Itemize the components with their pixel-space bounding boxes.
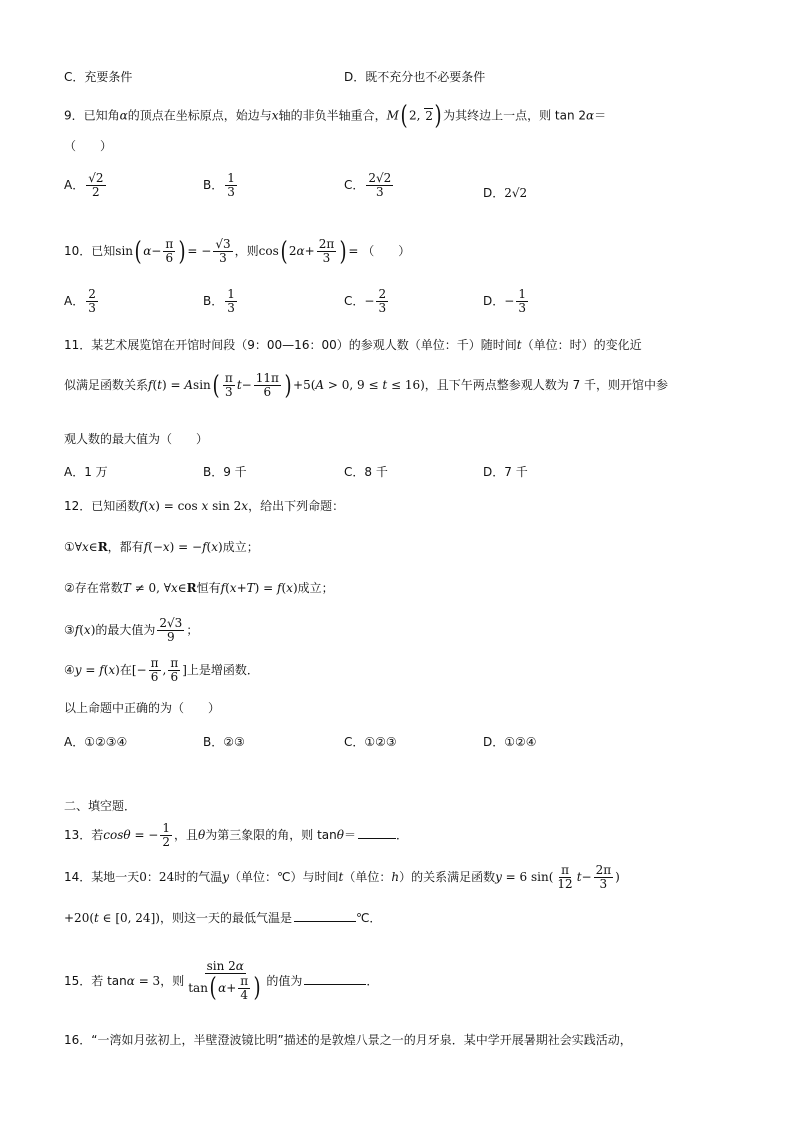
question-9-stem: 9．已知角α的顶点在坐标原点，始边与x轴的非负半轴重合，M( 2, 2) 为其终边上一点，则 tan 2α＝ [64,101,607,131]
q11-option-c: C．8 千 [344,465,388,479]
question-11-line2: 似满足函数关系f(t) = Asin( $\frac{\pi}{3}$ t− $\frac{11\pi}{6}$ ) +5(A > 0, 9 ≤ t ≤ 16)，且下午两点整参观人数为 7 千，则开馆中参 [64,370,669,401]
q12-proposition-4: ④y = f(x)在[− $\frac{\pi}{6}$ , $\frac{\pi}{6}$ ]上是增函数． [64,656,259,685]
section-heading: 二、填空题． [64,799,137,813]
q10-option-a: A． $\frac{2}{3}$ [64,287,96,316]
q8-option-c: C．充要条件 [64,70,133,84]
q12-proposition-1: ①∀x∈R，都有f(−x) = −f(x)成立； [64,540,259,554]
q11-option-d: D．7 千 [483,465,528,479]
q10-option-c: C．− $\frac{2}{3}$ [344,287,387,316]
q12-proposition-3: ③f(x)的最大值为 $\frac{2√3}{9}$ ； [64,616,199,645]
q9-option-d: D．2√2 [483,186,528,200]
q8-option-d: D．既不充分也不必要条件 [344,70,486,84]
question-15: 15．若 tanα = 3，则 sin 2α tan( α+ $\frac{\pi}{4}$ ) 的值为 ． [64,959,379,1004]
question-14-line1: 14．某地一天0：24时的气温y（单位：℃）与时间t（单位：h）的关系满足函数y = 6 sin( $\frac{\pi}{12}$ t− $\frac{2\pi}{3}$ ) [64,863,620,892]
question-12-stem: 12．已知函数f(x) = cos x sin 2x，给出下列命题： [64,499,345,513]
q12-option-d: D．①②④ [483,735,537,749]
q12-proposition-2: ②存在常数T ≠ 0, ∀x∈R恒有f(x+T) = f(x)成立； [64,581,334,595]
q12-option-b: B．②③ [203,735,245,749]
q10-option-d: D．− $\frac{1}{3}$ [483,287,526,316]
q12-option-c: C．①②③ [344,735,397,749]
question-14-line2: +20(t ∈ [0, 24])，则这一天的最低气温是 ℃． [64,911,382,925]
question-16: 16．“一湾如月弦初上，半壁澄波镜比明”描述的是敦煌八景之一的月牙泉．某中学开展暑期社会实践活动， [64,1033,632,1047]
q9-option-c: C． $\frac{2√2}{3}$ [344,171,392,200]
question-12-ask: 以上命题中正确的为（ ） [64,701,221,715]
question-10-stem: 10．已知sin( α− $\frac{\pi}{6}$ ) = − $\frac{√3}{3}$ ，则cos( 2α+ $\frac{2\pi}{3}$ ) = （ ） [64,236,411,267]
q10-option-b: B． $\frac{1}{3}$ [203,287,235,316]
q9-option-b: B． $\frac{1}{3}$ [203,171,235,200]
q12-option-a: A．①②③④ [64,735,128,749]
question-13: 13．若cosθ = − $\frac{1}{2}$ ，且θ为第三象限的角，则 tanθ＝ ． [64,821,409,850]
q11-option-a: A．1 万 [64,465,108,479]
q11-option-b: B．9 千 [203,465,247,479]
question-9-bracket: （ ） [64,139,113,153]
q9-option-a: A． $\frac{√2}{2}$ [64,171,104,200]
question-11-line1: 11．某艺术展览馆在开馆时间段（9：00—16：00）的参观人数（单位：千）随时间t（单位：时）的变化近 [64,338,642,352]
question-11-line3: 观人数的最大值为（ ） [64,432,209,446]
